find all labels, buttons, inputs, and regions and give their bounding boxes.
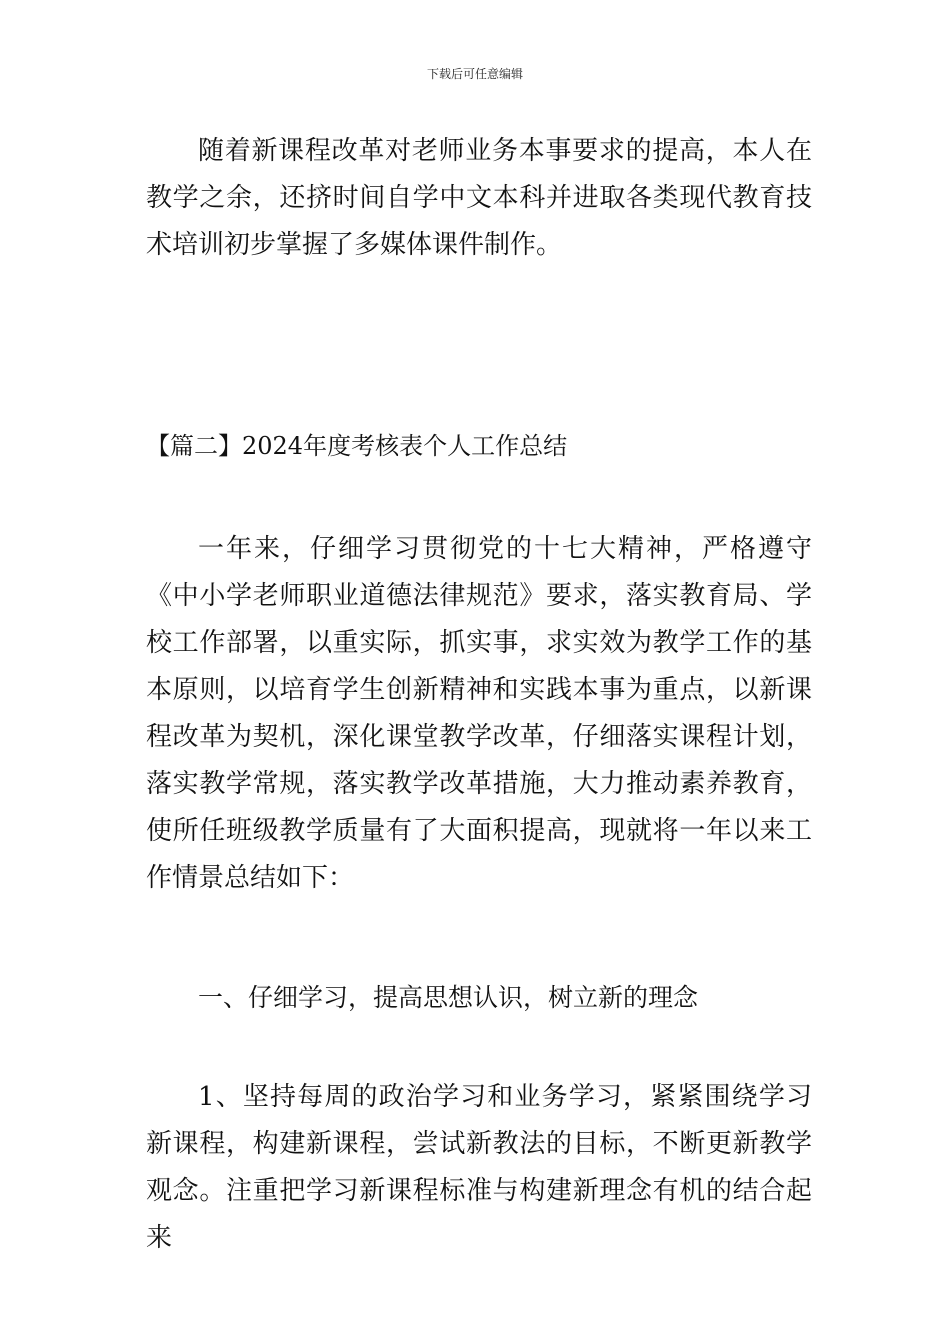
section-one-title: 一、仔细学习，提高思想认识，树立新的理念: [198, 983, 699, 1012]
summary-paragraph: 一年来，仔细学习贯彻党的十七大精神，严格遵守《中小学老师职业道德法律规范》要求，落实教育局、学校工作部署，以重实际，抓实事，求实效为教学工作的基本原则，以培育学生创新精神和实践本事为重点，以新课程改革为契机，深化课堂教学改革，仔细落实课程计划，落实教学常规，落实教学改革措施，大力推动素养教育，使所任班级教学质量有了大面积提高，现就将一年以来工作情景总结如下：: [146, 534, 812, 893]
part-title: 【篇二】2024年度考核表个人工作总结: [146, 432, 568, 460]
page-header-note: 下载后可任意编辑: [426, 67, 523, 81]
intro-paragraph: 随着新课程改革对老师业务本事要求的提高，本人在教学之余，还挤时间自学中文本科并进取各类现代教育技术培训初步掌握了多媒体课件制作。: [146, 136, 812, 260]
item-one-paragraph: 1、坚持每周的政治学习和业务学习，紧紧围绕学习新课程，构建新课程，尝试新教法的目标，不断更新教学观念。注重把学习新课程标准与构建新理念有机的结合起来: [146, 1082, 812, 1253]
